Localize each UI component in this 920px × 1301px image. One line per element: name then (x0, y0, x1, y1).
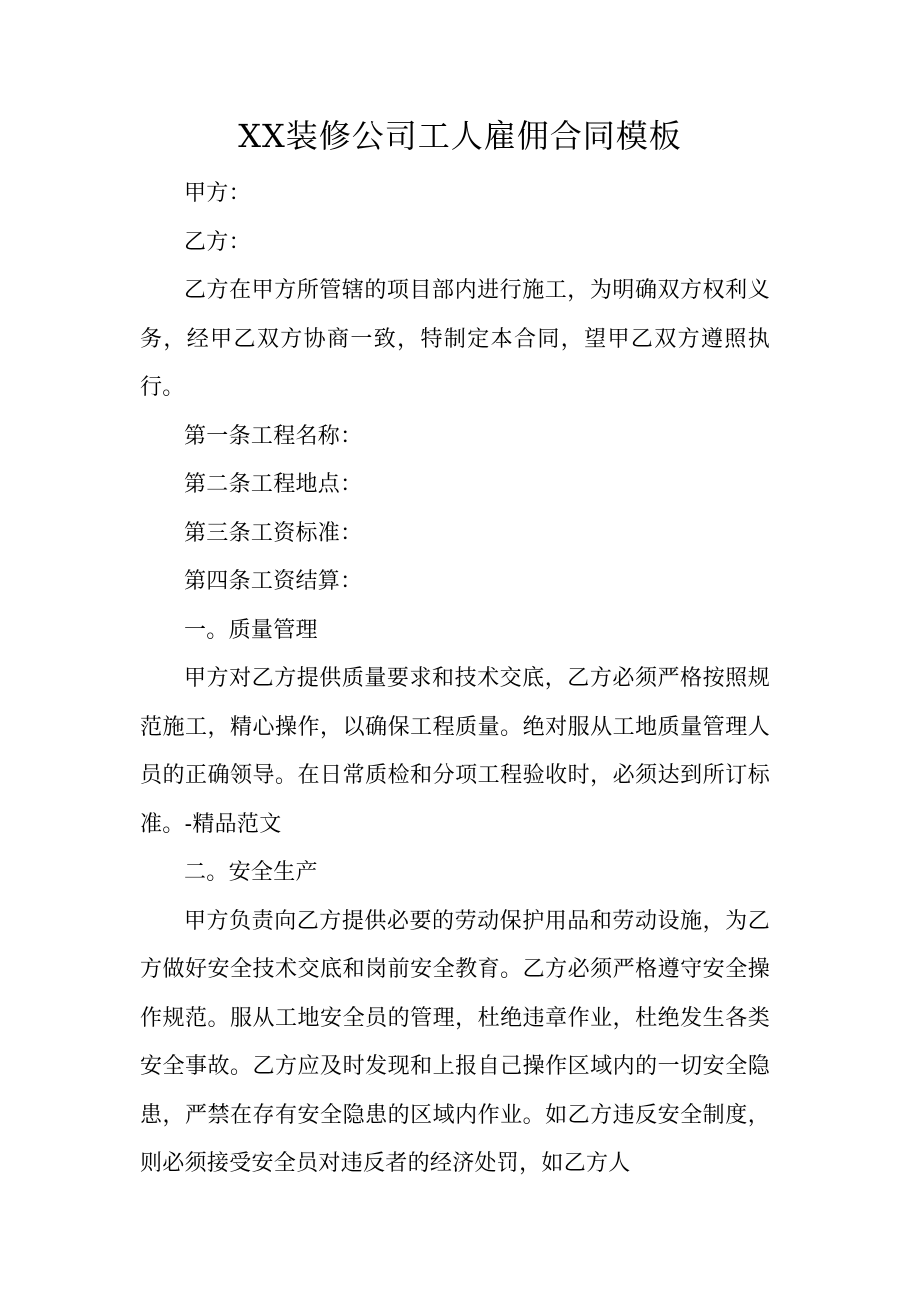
party-a-line: 甲方： (184, 181, 251, 206)
article-4-wage-settlement: 第四条工资结算： (184, 569, 363, 594)
document-body (140, 170, 770, 1189)
article-1-project-name: 第一条工程名称： (184, 423, 363, 449)
document-title: XX装修公司工人雇佣合同模板 (238, 117, 682, 155)
quality-paragraph: 甲方对乙方提供质量要求和技术交底，乙方必须严格按照规范施工，精心操作，以确保工程质量。绝对服从工地质量管理人员的正确领导。在日常质检和分项工程验收时，必须达到所订标准。-精品范文 (140, 666, 770, 837)
section-heading-quality: 一。质量管理 (184, 617, 318, 643)
section-heading-safety: 二。安全生产 (184, 860, 318, 885)
article-2-project-location: 第二条工程地点： (184, 472, 363, 497)
article-3-wage-standard: 第三条工资标准： (184, 520, 363, 546)
preamble-paragraph: 乙方在甲方所管辖的项目部内进行施工，为明确双方权利义务，经甲乙双方协商一致，特制定本合同，望甲乙双方遵照执行。 (140, 278, 770, 400)
safety-paragraph: 甲方负责向乙方提供必要的劳动保护用品和劳动设施，为乙方做好安全技术交底和岗前安全教育。乙方必须严格遵守安全操作规范。服从工地安全员的管理，杜绝违章作业，杜绝发生各类安全事故。乙方应及时发现和上报自己操作区域内的一切安全隐患，严禁在存有安全隐患的区域内作业。如乙方违反安全制度，则必须接受安全员对违反者的经济处罚，如乙方人 (140, 908, 770, 1176)
party-b-line: 乙方： (184, 229, 251, 255)
